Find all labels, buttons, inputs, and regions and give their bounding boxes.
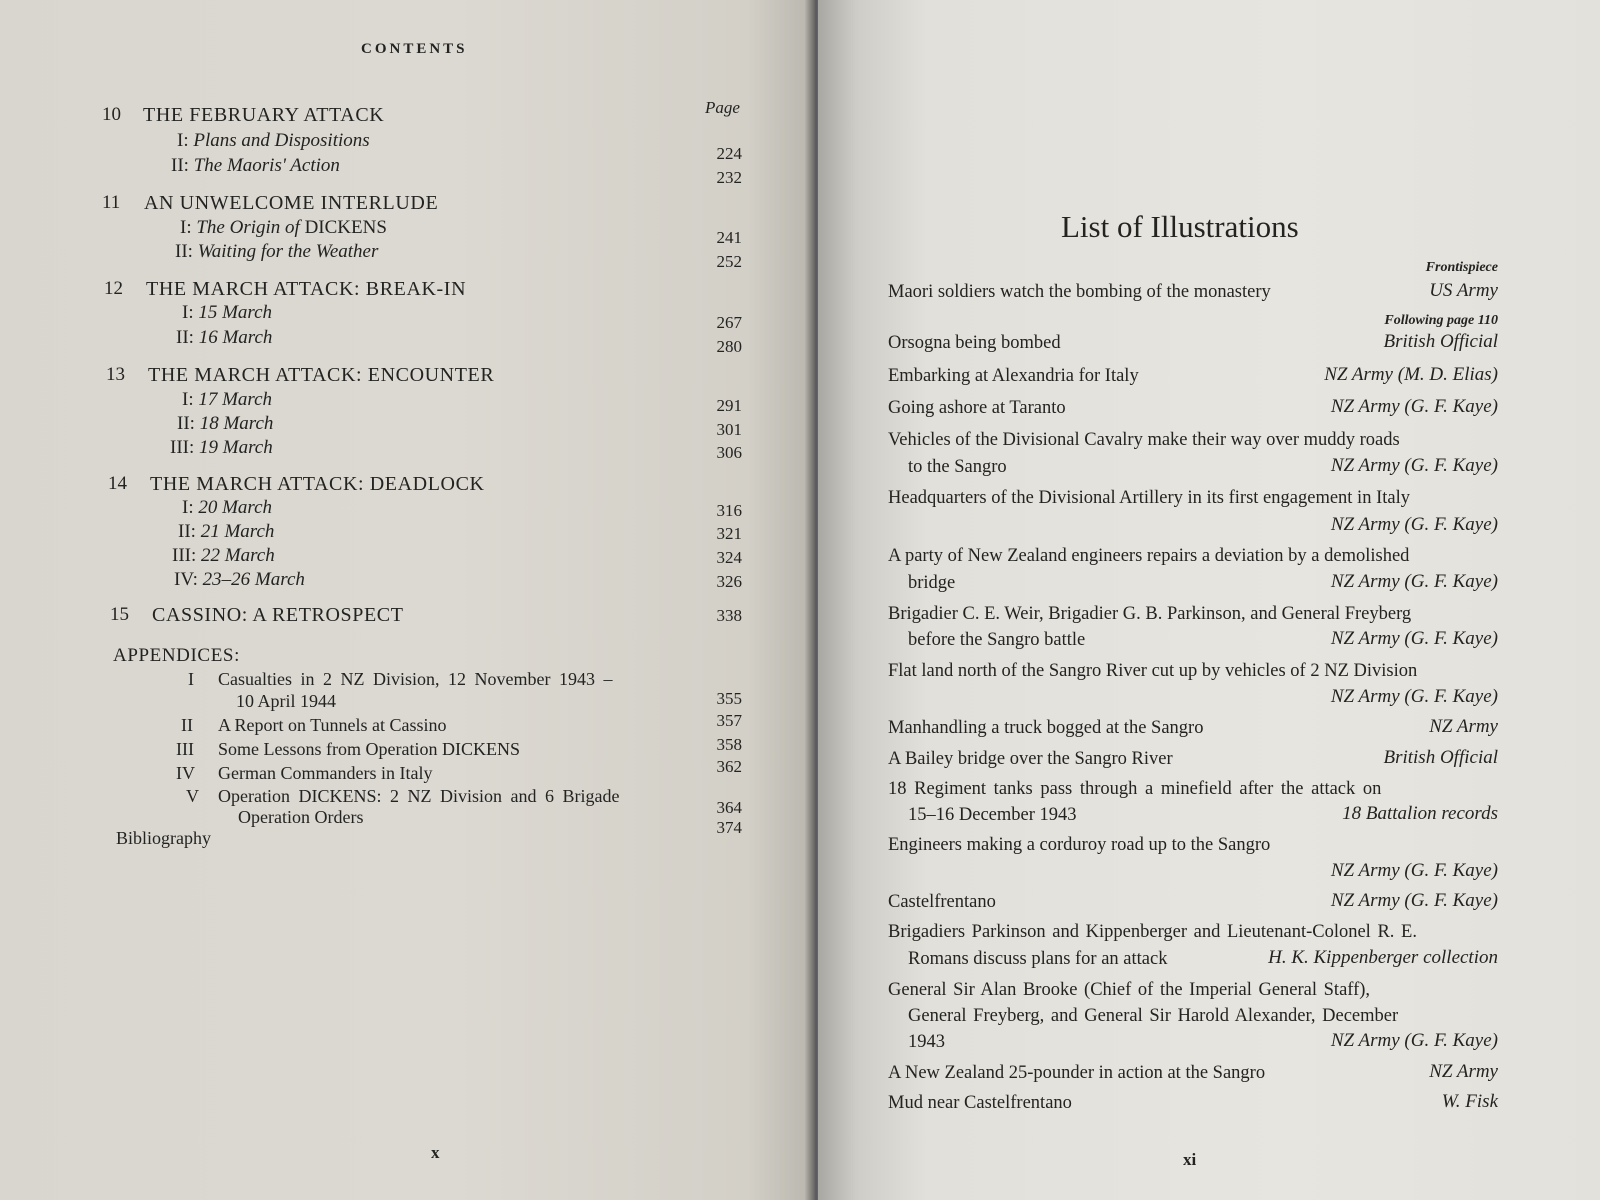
- illustration-caption-cont: Romans discuss plans for an attack: [908, 949, 1168, 969]
- illustration-caption: Orsogna being bombed: [888, 333, 1061, 353]
- illustration-credit: NZ Army (G. F. Kaye): [1330, 628, 1498, 649]
- page-number: 316: [716, 501, 742, 520]
- chapter-title: THE MARCH ATTACK: BREAK-IN: [146, 278, 467, 300]
- section-title: 16 March: [198, 327, 273, 348]
- illustration-credit: W. Fisk: [1441, 1091, 1498, 1112]
- illustration-caption: Brigadier C. E. Weir, Brigadier G. B. Parkinson, and General Freyberg: [888, 604, 1412, 624]
- illustration-credit: British Official: [1383, 331, 1498, 352]
- section-numeral: IV:: [174, 569, 198, 590]
- section-numeral: II:: [176, 327, 194, 348]
- appendix-title: [218, 786, 619, 807]
- section-numeral: I:: [182, 302, 194, 323]
- page-title: List of Illustrations: [1061, 209, 1299, 244]
- chapter-number: 15: [110, 604, 129, 625]
- section-numeral: II:: [175, 241, 193, 262]
- page-number: 374: [716, 818, 742, 837]
- chapter-number: 12: [104, 278, 123, 299]
- page-number: 232: [716, 168, 742, 187]
- page-number: 357: [716, 711, 742, 730]
- page-number: 241: [716, 228, 742, 247]
- running-head: CONTENTS: [361, 41, 468, 57]
- illustration-credit: NZ Army (G. F. Kaye): [1330, 1030, 1498, 1051]
- section-entry: [172, 545, 275, 567]
- illustration-caption: Headquarters of the Divisional Artillery in its first engagement in Italy: [888, 488, 1410, 508]
- appendix-numeral: IV: [176, 763, 195, 783]
- illustration-caption-cont: General Freyberg, and General Sir Harold Alexander, December: [908, 1006, 1399, 1026]
- illustration-caption: Embarking at Alexandria for Italy: [888, 366, 1139, 386]
- illustration-credit: NZ Army (M. D. Elias): [1324, 364, 1498, 385]
- section-numeral: II:: [178, 521, 196, 542]
- section-numeral: I:: [177, 130, 189, 151]
- section-numeral: I:: [180, 217, 192, 238]
- illustration-caption: 18 Regiment tanks pass through a minefield after the attack on: [888, 779, 1382, 799]
- chapter-title: THE MARCH ATTACK: DEADLOCK: [150, 473, 485, 495]
- chapter-title: THE MARCH ATTACK: ENCOUNTER: [148, 364, 495, 386]
- section-title: The Maoris' Action: [193, 155, 340, 176]
- page-folio: x: [431, 1143, 440, 1162]
- illustration-credit: NZ Army (G. F. Kaye): [1330, 514, 1498, 535]
- illustration-credit: 18 Battalion records: [1342, 803, 1498, 824]
- illustration-caption-cont: 1943: [908, 1032, 945, 1052]
- illustrations-page: [818, 0, 1600, 1200]
- appendix-title-cont: Operation Orders: [238, 807, 364, 827]
- page-number: 267: [716, 313, 742, 332]
- illustration-caption: Mud near Castelfrentano: [888, 1093, 1072, 1113]
- appendix-title-smallcaps: DICKENS: [441, 739, 520, 759]
- illustration-caption-cont: to the Sangro: [908, 457, 1007, 477]
- illustration-credit: NZ Army (G. F. Kaye): [1330, 860, 1498, 881]
- page-number: 280: [716, 337, 742, 356]
- section-entry: [170, 437, 273, 459]
- illustration-caption: Flat land north of the Sangro River cut up by vehicles of 2 NZ Division: [888, 661, 1418, 681]
- section-entry: [177, 130, 370, 152]
- section-numeral: I:: [182, 389, 194, 410]
- section-title: 23–26 March: [202, 569, 305, 590]
- section-entry: [175, 241, 378, 263]
- page-number: 321: [716, 524, 742, 543]
- chapter-title: CASSINO: A RETROSPECT: [152, 604, 404, 626]
- page-number: 324: [716, 548, 742, 567]
- illustration-credit: NZ Army (G. F. Kaye): [1330, 396, 1498, 417]
- appendix-numeral: III: [176, 739, 194, 759]
- section-title: 18 March: [199, 413, 274, 434]
- illustration-caption: Maori soldiers watch the bombing of the monastery: [888, 282, 1271, 302]
- section-title: 17 March: [198, 389, 273, 410]
- illustration-caption: A New Zealand 25-pounder in action at the Sangro: [888, 1063, 1266, 1083]
- page-number: 291: [716, 396, 742, 415]
- appendix-title: A Report on Tunnels at Cassino: [218, 715, 447, 735]
- illustration-credit: US Army: [1429, 280, 1498, 301]
- section-numeral: I:: [182, 497, 194, 518]
- placement-note: Following page 110: [1384, 313, 1498, 328]
- illustration-caption-cont: before the Sangro battle: [908, 630, 1086, 650]
- illustration-credit: NZ Army: [1429, 716, 1498, 737]
- page-number: 326: [716, 572, 742, 591]
- section-numeral: II:: [177, 413, 195, 434]
- section-title: 20 March: [198, 497, 273, 518]
- chapter-number: 11: [102, 192, 121, 213]
- section-entry: [178, 521, 274, 543]
- section-title: 19 March: [199, 437, 273, 458]
- section-entry: [171, 155, 340, 177]
- page-number: 252: [716, 252, 742, 271]
- illustration-credit: British Official: [1383, 747, 1498, 768]
- bibliography-label: Bibliography: [116, 828, 211, 848]
- appendix-title-text: Some Lessons from Operation: [218, 739, 438, 759]
- illustration-caption: Castelfrentano: [888, 892, 996, 912]
- illustration-caption: A Bailey bridge over the Sangro River: [888, 749, 1173, 769]
- section-entry: [182, 497, 272, 519]
- section-numeral: II:: [171, 155, 189, 176]
- illustration-caption-cont: 15–16 December 1943: [908, 805, 1077, 825]
- appendix-numeral: II: [181, 715, 193, 735]
- illustration-credit: NZ Army (G. F. Kaye): [1330, 455, 1498, 476]
- illustration-credit: NZ Army (G. F. Kaye): [1330, 686, 1498, 707]
- illustration-caption: Vehicles of the Divisional Cavalry make their way over muddy roads: [888, 430, 1400, 450]
- page-number: 224: [716, 144, 742, 163]
- section-title: Waiting for the Weather: [197, 241, 379, 262]
- chapter-number: 13: [106, 364, 125, 385]
- illustration-credit: NZ Army (G. F. Kaye): [1330, 890, 1498, 911]
- illustration-credit: NZ Army (G. F. Kaye): [1330, 571, 1498, 592]
- illustration-caption: General Sir Alan Brooke (Chief of the Imperial General Staff),: [888, 980, 1371, 1000]
- section-numeral: III:: [172, 545, 197, 566]
- illustration-caption: Manhandling a truck bogged at the Sangro: [888, 718, 1204, 738]
- page-number: 301: [716, 420, 742, 439]
- chapter-number: 14: [108, 473, 127, 494]
- placement-note: Frontispiece: [1425, 260, 1498, 275]
- section-title: 15 March: [198, 302, 273, 323]
- illustration-credit: NZ Army: [1429, 1061, 1498, 1082]
- section-entry: [176, 327, 272, 349]
- illustration-caption: Brigadiers Parkinson and Kippenberger and Lieutenant-Colonel R. E.: [888, 922, 1417, 942]
- appendix-title-cont: 10 April 1944: [236, 691, 337, 711]
- section-title: 21 March: [200, 521, 275, 542]
- section-entry: [177, 413, 273, 435]
- illustration-credit: H. K. Kippenberger collection: [1268, 947, 1498, 968]
- appendix-title: [218, 739, 520, 760]
- page-number: 355: [716, 689, 742, 708]
- page-column-label: Page: [705, 98, 740, 117]
- section-title-smallcaps: DICKENS: [304, 217, 387, 238]
- section-title: Plans and Dispositions: [193, 130, 370, 151]
- chapter-title: THE FEBRUARY ATTACK: [143, 104, 385, 126]
- appendix-title-text: Operation: [218, 786, 290, 806]
- page-number: 364: [716, 798, 742, 817]
- page-number: 358: [716, 735, 742, 754]
- appendix-title: Casualties in 2 NZ Division, 12 November 1943 –: [218, 669, 613, 689]
- page-folio: xi: [1183, 1150, 1197, 1169]
- chapter-number: 10: [102, 104, 121, 125]
- appendix-title-text: : 2 NZ Division and 6 Brigade: [376, 786, 620, 806]
- appendix-title-smallcaps: DICKENS: [298, 786, 377, 806]
- appendix-title: German Commanders in Italy: [218, 763, 433, 783]
- page-number: 338: [716, 606, 742, 625]
- section-numeral: III:: [170, 437, 195, 458]
- appendix-numeral: I: [188, 669, 194, 689]
- page-number: 362: [716, 757, 742, 776]
- illustration-caption: A party of New Zealand engineers repairs a deviation by a demolished: [888, 546, 1410, 566]
- section-entry: [182, 389, 272, 411]
- section-title: The Origin of: [196, 217, 300, 238]
- section-title: 22 March: [201, 545, 275, 566]
- section-entry: [180, 217, 387, 239]
- illustration-caption: Going ashore at Taranto: [888, 398, 1066, 418]
- section-entry: [182, 302, 272, 324]
- appendices-heading: APPENDICES:: [113, 645, 240, 666]
- illustration-caption: Engineers making a corduroy road up to the Sangro: [888, 835, 1271, 855]
- page-number: 306: [716, 443, 742, 462]
- appendix-numeral: V: [186, 786, 199, 806]
- section-entry: [174, 569, 305, 591]
- illustration-caption-cont: bridge: [908, 573, 956, 593]
- chapter-title: AN UNWELCOME INTERLUDE: [144, 192, 439, 214]
